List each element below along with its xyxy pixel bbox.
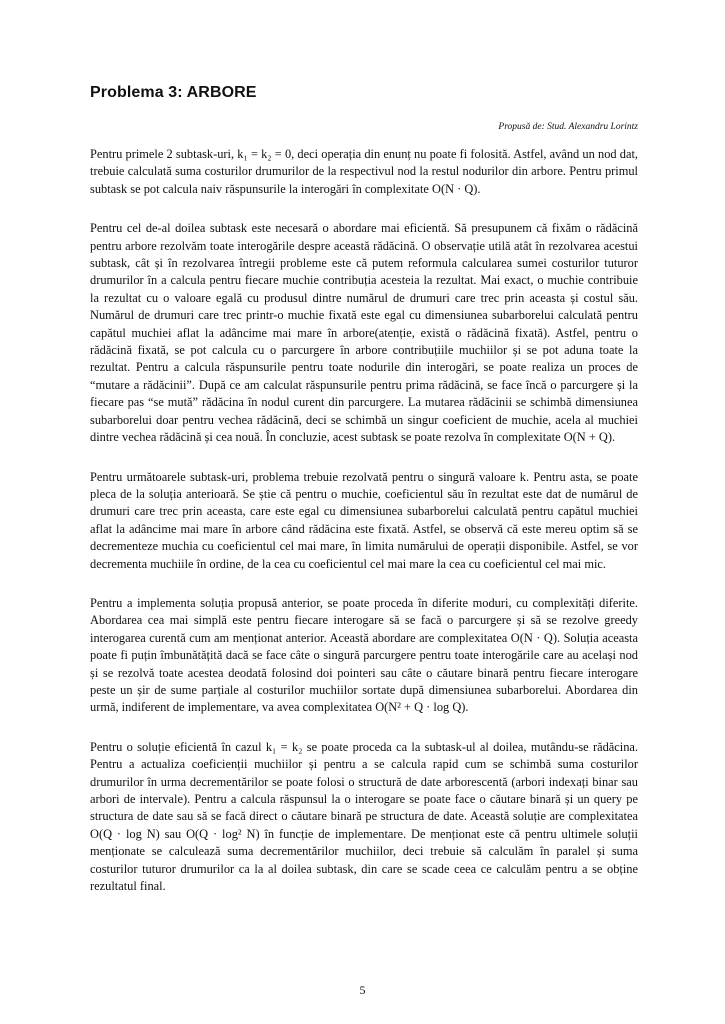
author-credit: Propusă de: Stud. Alexandru Lorintz	[498, 122, 638, 132]
page-title: Problema 3: ARBORE	[90, 84, 257, 101]
paragraph: Pentru următoarele subtask-uri, problema trebuie rezolvată pentru o singură valoare k. Pentru asta, se poate pleca de la soluția anterioară. Se știe că pentru o muchie, coeficientul său în rezultat este dat de numărul de drumuri care trec prin aceasta, care este egal cu dimensiunea subarborelui calculată pentru capătul muchiei aflat la adâncime mai mare în arbore când rădăcina este fixată. Astfel, se observă că este mereu optim să se decrementeze muchia cu coeficientul cel mai mare, în limita numărului de operații disponibile. Astfel, se vor decrementa muchiile în ordine, de la cea cu coeficientul cel mai mare la cea cu coeficientul cel mai mic.	[90, 469, 638, 571]
paragraph: Pentru cel de-al doilea subtask este necesară o abordare mai eficientă. Să presupunem că fixăm o rădăcină pentru arbore rezolvăm toate interogările despre această rădăcină. O observație utilă atât în rezolvarea acestui subtask, cât și în rezolvarea întregii probleme este că putem reformula calcularea sumei costurilor tuturor drumurilor în a calcula pentru fiecare muchie contribuția acesteia la rezultat. Mai exact, o muchie contribuie la rezultat cu o valoare egală cu produsul dintre numărul de drumuri care trec prin aceasta și costul său. Numărul de drumuri care trec printr-o muchie fixată este egal cu dimensiunea subarborelui calculată pentru capătul muchiei aflat la adâncime mai mare în arbore(atenție, există o rădăcină fixată). Astfel, pentru o rădăcină fixată, se pot calcula cu o parcurgere în arbore contribuțiile muchiilor și se pot aduna toate la rezultat. Pentru a calcula răspunsurile pentru toate nodurile din interogări, se poate realiza un proces de “mutare a rădăcinii”. După ce am calculat răspunsurile pentru prima rădăcină, se face încă o parcurgere și la fiecare pas “se mută” rădăcina în nodul curent din parcurgere. La mutarea rădăcinii se schimbă dimensiunea subarborelui doar pentru vechea rădăcină, deci se schimbă un singur coeficient de muchie, acela al muchiei dintre vechea rădăcină și cea nouă. În concluzie, acest subtask se poate rezolva în complexitate O(N + Q).	[90, 221, 638, 445]
page-number: 5	[359, 983, 366, 997]
document-body	[90, 146, 638, 917]
paragraph: Pentru o soluție eficientă în cazul k₁ = k₂ se poate proceda ca la subtask-ul al doilea, mutându-se rădăcina. Pentru a actualiza coeficienții muchiilor și pentru a se calcula rapid cum se schimbă suma costurilor drumurilor în urma decrementărilor se poate folosi o structură de date arborescentă (arbori indexați binar sau arbori de intervale). Pentru a calcula răspunsul la o interogare se poate face o căutare binară și un query pe structura de date sau să se facă direct o căutare binară pe structura de date. Această soluție are complexitatea O(Q · log N) sau O(Q · log² N) în funcție de implementare. De menționat este că pentru ultimele soluții menționate se calculează suma decrementărilor muchiilor, deci trebuie să calculăm în paralel și suma costurilor tuturor drumurilor ca la al doilea subtask, din care se scade ceea ce calculăm pentru a se obține rezultatul final.	[90, 739, 638, 894]
paragraph: Pentru primele 2 subtask-uri, k₁ = k₂ = 0, deci operația din enunț nu poate fi folosită. Astfel, având un nod dat, trebuie calculată suma costurilor drumurilor de la respectivul nod la restul nodurilor din arbore. Pentru primul subtask se pot calcula naiv răspunsurile la interogări în complexitate O(N · Q).	[90, 147, 638, 196]
paragraph: Pentru a implementa soluția propusă anterior, se poate proceda în diferite moduri, cu complexități diferite. Abordarea cea mai simplă este pentru fiecare interogare să se facă o parcurgere și să se rezolve greedy interogarea curentă cum am menționat anterior. Această abordare are complexitatea O(N · Q). Soluția aceasta poate fi puțin îmbunătățită dacă se face câte o singură parcurgere pentru toate interogările care au același nod și se rezolvă toate acestea deodată folosind doi pointeri sau câte o căutare binară pentru fiecare interogare peste un șir de sume parțiale al costurilor muchiilor sortate după dimensiunea subarborelui. Abordarea din urmă, indiferent de implementare, va avea complexitatea O(N² + Q · log Q).	[90, 595, 638, 715]
